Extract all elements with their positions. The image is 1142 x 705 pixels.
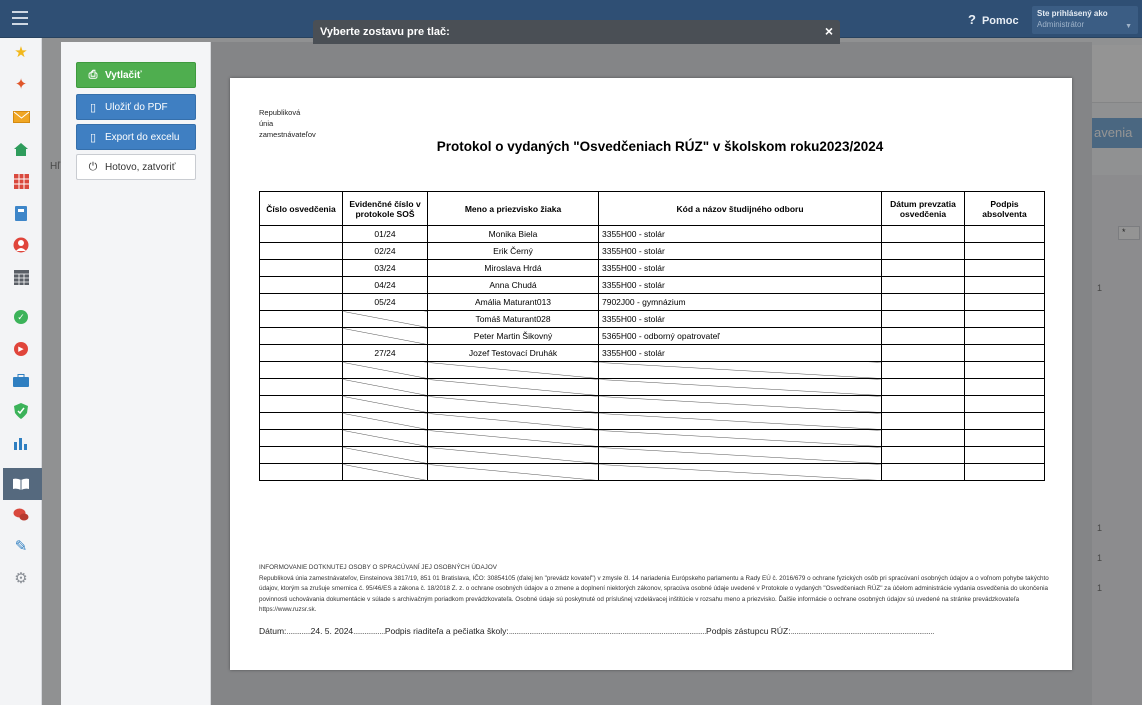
save-pdf-label: Uložiť do PDF — [105, 101, 168, 113]
signature-cell — [965, 345, 1045, 362]
table-row — [260, 277, 1045, 294]
printer-icon: ⎙ — [88, 68, 98, 81]
person-icon[interactable] — [12, 236, 30, 254]
check-circle-icon[interactable]: ✓ — [14, 310, 28, 324]
signature-cell — [965, 226, 1045, 243]
empty-cell — [428, 362, 599, 379]
student-name-cell: Jozef Testovací Druhák — [428, 345, 599, 362]
print-preview-page — [230, 78, 1072, 670]
field-of-study-cell: 3355H00 - stolár — [599, 243, 882, 260]
column-header: Podpis absolventa — [965, 192, 1045, 226]
evidence-number-cell — [343, 328, 428, 345]
save-pdf-button[interactable] — [76, 94, 196, 120]
table-row — [260, 311, 1045, 328]
signature-cell — [965, 277, 1045, 294]
sidebar — [0, 38, 42, 705]
cert-number-cell — [260, 226, 343, 243]
evidence-number-cell — [343, 311, 428, 328]
org-line: Republiková — [259, 108, 301, 117]
date-received-cell — [882, 294, 965, 311]
director-signature-label: Podpis riaditeľa a pečiatka školy: — [384, 626, 509, 636]
shield-check-icon[interactable] — [12, 402, 30, 420]
chevron-down-icon: ▼ — [1125, 23, 1132, 30]
empty-cell — [965, 396, 1045, 413]
play-circle-icon[interactable]: ▶ — [14, 342, 28, 356]
empty-cell — [428, 396, 599, 413]
open-book-icon[interactable] — [12, 475, 30, 493]
hamburger-menu-icon[interactable] — [12, 11, 28, 25]
empty-cell — [599, 362, 882, 379]
field-of-study-cell: 3355H00 - stolár — [599, 226, 882, 243]
table-row — [260, 294, 1045, 311]
gdpr-text: Republiková únia zamestnávateľov, Einsteinova 3817/19, 851 01 Bratislava, IČO: 30854105 (ďalej len "prevádz kovateľ") v zmysle čl. 14 nariadenia Európskeho parlamentu a Rady EÚ č. 2016/679 o ochrane fyzických osôb pri spracúvaní osobných údajov a o voľnom pohybe takýchto údajov, ktorým sa zrušuje smernica č. 95/46/ES a zákona č. 18/2018 Z. z. o ochrane osobných údajov a o zmene a doplnení niektorých zákonov, spracúva osobné údaje uvedené v Protokole o vydaných "Osvedčeniach RÚZ" za účelom administrácie vydania osvedčenia do ukončenia povinnosti uchovávania dokumentácie v súlade s archivačným poriadkom prevádzkovateľa. Osobné údaje sú poskytnuté od príslušnej vzdelávacej inštitúcie v rozsahu meno a priezvisko. Ďalšie informácie o ochrane osobných údajov sú uvedené na stránke prevádzkovateľa https://www.ruzsr.sk. — [259, 574, 1049, 613]
column-header: Kód a názov študijného odboru — [599, 192, 882, 226]
empty-cell — [260, 464, 343, 481]
date-received-cell — [882, 243, 965, 260]
date-received-cell — [882, 328, 965, 345]
home-icon[interactable] — [12, 140, 30, 158]
print-label: Vytlačiť — [105, 69, 142, 81]
empty-cell — [260, 447, 343, 464]
pdf-file-icon: ▯ — [89, 101, 97, 114]
empty-cell — [882, 430, 965, 447]
empty-cell — [428, 379, 599, 396]
empty-cell — [599, 396, 882, 413]
empty-cell — [882, 413, 965, 430]
empty-table-row — [260, 430, 1045, 447]
column-header: Číslo osvedčenia — [260, 192, 343, 226]
power-icon: ⏻ — [88, 160, 98, 173]
empty-cell — [343, 413, 428, 430]
date-received-cell — [882, 226, 965, 243]
evidence-number-cell: 05/24 — [343, 294, 428, 311]
date-value: 24. 5. 2024 — [310, 626, 354, 636]
column-header: Evidenčné číslo v protokole SOŠ — [343, 192, 428, 226]
close-icon[interactable]: × — [824, 23, 833, 39]
document-title: Protokol o vydaných "Osvedčeniach RÚZ" v školskom roku2023/2024 — [436, 139, 884, 154]
evidence-number-cell: 02/24 — [343, 243, 428, 260]
empty-table-row — [260, 464, 1045, 481]
cert-number-cell — [260, 243, 343, 260]
print-button[interactable] — [76, 62, 196, 88]
export-excel-button[interactable] — [76, 124, 196, 150]
empty-cell — [343, 362, 428, 379]
evidence-number-cell: 04/24 — [343, 277, 428, 294]
organization-name — [259, 107, 316, 140]
help-label: Pomoc — [981, 15, 1019, 27]
empty-cell — [882, 464, 965, 481]
user-role: Administrátor — [1037, 20, 1085, 29]
dialog-action-panel — [61, 42, 211, 705]
dialog-title: Vyberte zostavu pre tlač: — [320, 26, 450, 38]
student-name-cell: Miroslava Hrdá — [428, 260, 599, 277]
help-link[interactable] — [968, 12, 1019, 27]
empty-cell — [343, 464, 428, 481]
field-of-study-cell: 5365H00 - odborný opatrovateľ — [599, 328, 882, 345]
evidence-number-cell: 01/24 — [343, 226, 428, 243]
chat-icon[interactable] — [12, 506, 30, 524]
empty-cell — [882, 447, 965, 464]
briefcase-icon[interactable] — [12, 371, 30, 389]
cert-number-cell — [260, 277, 343, 294]
export-excel-label: Export do excelu — [105, 131, 180, 143]
empty-cell — [965, 464, 1045, 481]
empty-table-row — [260, 413, 1045, 430]
help-icon: ? — [968, 12, 976, 27]
student-name-cell: Erik Černý — [428, 243, 599, 260]
empty-cell — [599, 464, 882, 481]
student-name-cell: Peter Martin Šikovný — [428, 328, 599, 345]
empty-table-row — [260, 379, 1045, 396]
table-row — [260, 345, 1045, 362]
user-label: Ste prihlásený ako — [1037, 9, 1108, 18]
bar-chart-icon[interactable] — [12, 434, 30, 452]
empty-cell — [428, 464, 599, 481]
cert-number-cell — [260, 294, 343, 311]
gdpr-notice — [259, 563, 1049, 616]
done-close-button[interactable] — [76, 154, 196, 180]
empty-cell — [343, 379, 428, 396]
empty-cell — [882, 362, 965, 379]
evidence-number-cell: 27/24 — [343, 345, 428, 362]
empty-cell — [343, 430, 428, 447]
empty-cell — [882, 379, 965, 396]
column-header: Dátum prevzatia osvedčenia — [882, 192, 965, 226]
cert-number-cell — [260, 345, 343, 362]
gdpr-heading: INFORMOVANIE DOTKNUTEJ OSOBY O SPRACÚVANÍ JEJ OSOBNÝCH ÚDAJOV — [259, 564, 497, 571]
signature-cell — [965, 260, 1045, 277]
signature-cell — [965, 294, 1045, 311]
student-name-cell: Anna Chudá — [428, 277, 599, 294]
deputy-signature-label: Podpis zástupcu RÚZ: — [706, 626, 791, 636]
calendar-grid-icon[interactable] — [12, 172, 30, 190]
cert-number-cell — [260, 328, 343, 345]
empty-cell — [260, 413, 343, 430]
date-received-cell — [882, 260, 965, 277]
empty-cell — [343, 447, 428, 464]
excel-file-icon: ▯ — [89, 131, 97, 144]
column-header: Meno a priezvisko žiaka — [428, 192, 599, 226]
signature-cell — [965, 328, 1045, 345]
empty-cell — [965, 430, 1045, 447]
empty-table-row — [260, 362, 1045, 379]
empty-cell — [260, 396, 343, 413]
done-close-label: Hotovo, zatvoriť — [105, 161, 176, 173]
empty-cell — [599, 379, 882, 396]
empty-cell — [965, 379, 1045, 396]
timetable-icon[interactable] — [12, 268, 30, 286]
gear-icon[interactable]: ⚙ — [14, 569, 28, 587]
evidence-number-cell: 03/24 — [343, 260, 428, 277]
empty-cell — [428, 430, 599, 447]
field-of-study-cell: 3355H00 - stolár — [599, 345, 882, 362]
field-of-study-cell: 3355H00 - stolár — [599, 311, 882, 328]
empty-cell — [260, 430, 343, 447]
empty-cell — [965, 413, 1045, 430]
protocol-table — [259, 191, 1045, 481]
cert-number-cell — [260, 311, 343, 328]
empty-cell — [599, 447, 882, 464]
field-of-study-cell: 3355H00 - stolár — [599, 277, 882, 294]
dialog-title-bar — [313, 20, 840, 44]
date-received-cell — [882, 277, 965, 294]
student-name-cell: Monika Biela — [428, 226, 599, 243]
empty-cell — [965, 362, 1045, 379]
student-name-cell: Amália Maturant013 — [428, 294, 599, 311]
signature-line: Dátum:.............24. 5. 2024.................Podpis riaditeľa a pečiatka školy:..........................................................................................................Podpis zástupcu RÚZ:............................................................................. — [259, 626, 934, 636]
star-icon[interactable]: ★ — [14, 43, 28, 61]
org-line: zamestnávateľov — [259, 130, 316, 139]
field-of-study-cell: 3355H00 - stolár — [599, 260, 882, 277]
signature-cell — [965, 243, 1045, 260]
empty-cell — [599, 430, 882, 447]
empty-cell — [428, 447, 599, 464]
signature-cell — [965, 311, 1045, 328]
cert-number-cell — [260, 260, 343, 277]
table-row — [260, 243, 1045, 260]
magic-wand-icon[interactable]: ✦ — [14, 75, 28, 93]
empty-cell — [343, 396, 428, 413]
table-header-row — [260, 192, 1045, 226]
user-menu[interactable] — [1032, 6, 1138, 34]
empty-cell — [599, 413, 882, 430]
mail-icon[interactable] — [12, 108, 30, 126]
empty-table-row — [260, 396, 1045, 413]
student-name-cell: Tomáš Maturant028 — [428, 311, 599, 328]
field-of-study-cell: 7902J00 - gymnázium — [599, 294, 882, 311]
date-label: Dátum: — [259, 626, 287, 636]
empty-cell — [260, 362, 343, 379]
empty-cell — [260, 379, 343, 396]
empty-cell — [882, 396, 965, 413]
table-row — [260, 260, 1045, 277]
empty-cell — [965, 447, 1045, 464]
book-icon[interactable] — [12, 204, 30, 222]
date-received-cell — [882, 311, 965, 328]
table-row — [260, 328, 1045, 345]
date-received-cell — [882, 345, 965, 362]
table-row — [260, 226, 1045, 243]
pen-icon[interactable]: ✎ — [14, 537, 28, 555]
empty-table-row — [260, 447, 1045, 464]
empty-cell — [428, 413, 599, 430]
org-line: únia — [259, 119, 274, 128]
